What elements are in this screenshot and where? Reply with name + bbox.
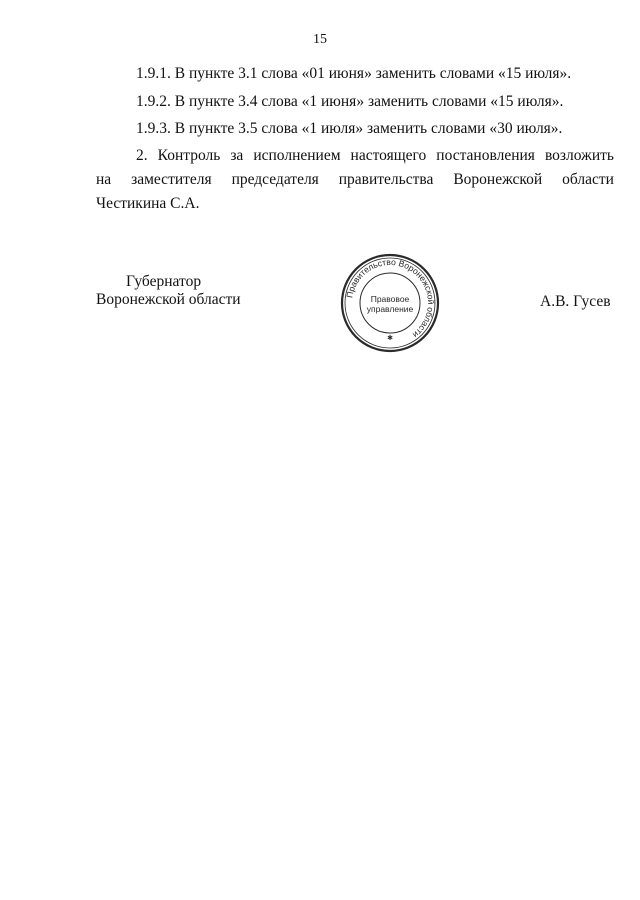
word: постановления [436,147,535,164]
seal-center-line-2: управление [366,304,414,314]
word: на [96,171,112,188]
item-1-9-2: 1.9.2. В пункте 3.4 слова «1 июня» заменить словами «15 июля». [136,93,564,110]
signatory-name: А.В. Гусев [540,293,611,310]
word: Воронежской [453,171,543,188]
official-seal [340,253,440,353]
word: 2. [136,147,148,164]
word: правительства [338,171,434,188]
word: исполнением [253,147,341,164]
seal-center-line-1: Правовое [370,294,410,304]
word: Контроль [157,147,221,164]
word: настоящего [350,147,427,164]
signatory-region: Воронежской области [96,291,241,308]
signatory-title: Губернатор [126,273,202,290]
seal-ring-text: Правительство Воронежской области [344,256,437,341]
item-1-9-1: 1.9.1. В пункте 3.1 слова «01 июня» заменить словами «15 июля». [136,65,572,82]
paragraph-2-line-2 [96,170,614,190]
page-number: 15 [313,32,327,47]
word: председателя [231,171,319,188]
word: возложить [544,147,614,164]
paragraph-2-line-1 [136,146,614,166]
item-1-9-3: 1.9.3. В пункте 3.5 слова «1 июля» заменить словами «30 июля». [136,120,563,137]
word: за [230,147,244,164]
seal-star-icon: ✱ [387,335,393,342]
paragraph-2-line-3: Честикина С.А. [96,195,200,212]
word: области [562,171,614,188]
word: заместителя [131,171,212,188]
